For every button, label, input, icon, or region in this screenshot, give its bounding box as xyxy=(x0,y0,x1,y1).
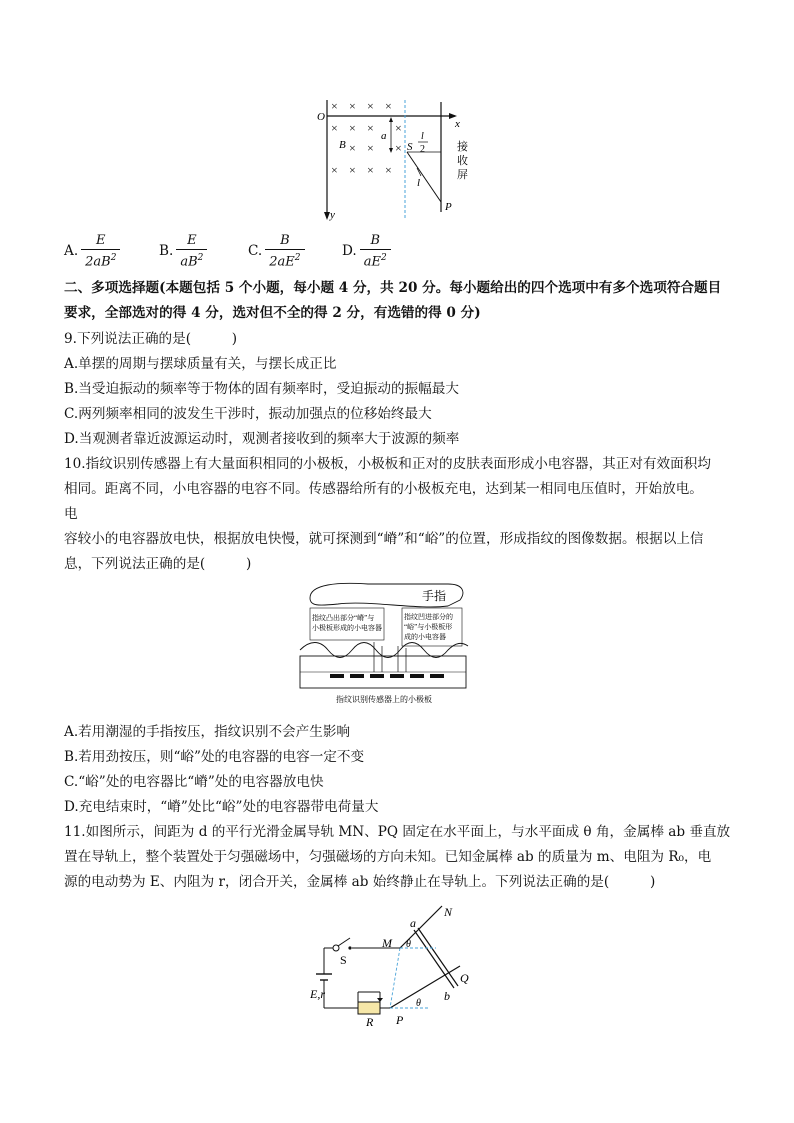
q9-option-a[interactable]: A.单摆的周期与摆球质量有关，与摆长成正比 xyxy=(64,356,337,372)
valley-note-line3: 成的小电容器 xyxy=(404,633,446,641)
svg-text:×: × xyxy=(395,121,402,135)
q9-option-d[interactable]: D.当观测者靠近波源运动时，观测者接收到的频率大于波源的频率 xyxy=(64,431,460,447)
q11-stem-line1: 11.如图所示，间距为 d 的平行光滑金属导轨 MN、PQ 固定在水平面上，与水平面成 θ 角，金属棒 ab 垂直放 xyxy=(64,824,731,840)
screen-label-3: 屏 xyxy=(457,169,468,181)
angle-theta-lower: θ xyxy=(416,998,421,1009)
valley-note-line1: 指纹凹进部分的 xyxy=(404,613,453,621)
angle-theta-upper: θ xyxy=(406,939,411,950)
section2-heading-line2: 要求，全部选对的得 4 分，选对但不全的得 2 分，有选错的得 0 分) xyxy=(64,305,481,321)
svg-text:×: × xyxy=(395,141,402,155)
battery-label: E,r xyxy=(310,987,325,1001)
finger-label: 手指 xyxy=(422,589,447,603)
screen-label-2: 收 xyxy=(457,155,468,167)
inclined-rails-circuit-figure xyxy=(310,902,490,1032)
q10-option-b[interactable]: B.若用劲按压，则“峪”处的电容器的电容一定不变 xyxy=(64,749,365,765)
rail-M-label: M xyxy=(382,936,392,950)
svg-text:×: × xyxy=(331,121,338,135)
q8-option-b[interactable]: B. $\frac{E}{aB^2}$ xyxy=(159,232,207,270)
rod-end-a-label: a xyxy=(410,916,416,930)
svg-text:×: × xyxy=(385,163,392,177)
q10-option-c[interactable]: C.“峪”处的电容器比“嵴”处的电容器放电快 xyxy=(64,774,324,790)
svg-text:×: × xyxy=(367,99,374,113)
svg-text:×: × xyxy=(385,99,392,113)
y-axis-label: y xyxy=(330,209,335,221)
q10-option-a[interactable]: A.若用潮湿的手指按压，指纹识别不会产生影响 xyxy=(64,724,351,740)
q11-stem-line2: 置在导轨上，整个装置处于匀强磁场中，匀强磁场的方向未知。已知金属棒 ab 的质量为 m、电阻为 R₀，电 xyxy=(64,849,712,865)
q9-option-b[interactable]: B.当受迫振动的频率等于物体的固有频率时，受迫振动的振幅最大 xyxy=(64,381,459,397)
ridge-note-line2: 小极板形成的小电容器 xyxy=(312,624,382,632)
rail-P-label: P xyxy=(396,1013,404,1027)
ridge-note-line1: 指纹凸出部分“嵴”与 xyxy=(312,614,375,622)
length-l-label: l xyxy=(417,177,421,189)
switch-S-label: S xyxy=(340,953,347,967)
q10-stem-line3: 电 xyxy=(64,506,78,522)
half-l-numerator: l xyxy=(421,131,424,142)
svg-text:×: × xyxy=(367,163,374,177)
q9-option-c[interactable]: C.两列频率相同的波发生干涉时，振动加强点的位移始终最大 xyxy=(64,406,432,422)
q10-option-d[interactable]: D.充电结束时，“嵴”处比“峪”处的电容器带电荷量大 xyxy=(64,799,379,815)
source-S-label: S xyxy=(407,141,413,153)
field-B-label: B xyxy=(339,139,346,151)
svg-text:×: × xyxy=(331,163,338,177)
rod-end-b-label: b xyxy=(444,989,450,1003)
svg-text:×: × xyxy=(349,163,356,177)
q10-stem-line1: 10.指纹识别传感器上有大量面积相同的小极板，小极板和正对的皮肤表面形成小电容器，其正对有效面积均 xyxy=(64,456,711,472)
svg-text:×: × xyxy=(367,121,374,135)
q8-option-a[interactable]: A. $\frac{E}{2aB^2}$ xyxy=(64,232,120,270)
point-P-label: P xyxy=(445,201,452,213)
x-axis-label: x xyxy=(455,118,460,130)
q11-stem-line3: 源的电动势为 E、内阻为 r，闭合开关，金属棒 ab 始终静止在导轨上。下列说法正确的是( ) xyxy=(64,874,656,890)
svg-text:×: × xyxy=(367,141,374,155)
rail-N-label: N xyxy=(444,905,453,919)
valley-note-line2: “峪”与小极板形 xyxy=(404,623,453,631)
resistor-R-label: R xyxy=(366,1015,374,1029)
fingerprint-sensor-figure xyxy=(298,580,470,708)
half-l-denominator: 2 xyxy=(420,144,425,155)
q8-option-c[interactable]: C. $\frac{B}{2aE^2}$ xyxy=(248,232,305,270)
svg-text:×: × xyxy=(349,99,356,113)
magnetic-field-figure xyxy=(305,92,475,228)
q10-stem-line4: 容较小的电容器放电快，根据放电快慢，就可探测到“嵴”和“峪”的位置，形成指纹的图像数据。根据以上信 xyxy=(64,531,704,547)
svg-text:×: × xyxy=(349,121,356,135)
section2-heading-line1: 二、多项选择题(本题包括 5 个小题，每小题 4 分，共 20 分。每小题给出的四个选项中有多个选项符合题目 xyxy=(64,280,722,296)
q8-option-d[interactable]: D. $\frac{B}{aE^2}$ xyxy=(342,232,391,270)
sensor-plate-label: 指纹识别传感器上的小极板 xyxy=(336,695,432,704)
svg-text:×: × xyxy=(349,141,356,155)
q10-stem-line2: 相同。距离不同，小电容器的电容不同。传感器给所有的小极板充电，达到某一相同电压值时，开始放电。 xyxy=(64,481,703,497)
origin-label: O xyxy=(317,111,325,123)
rail-Q-label: Q xyxy=(460,971,469,985)
svg-text:×: × xyxy=(331,99,338,113)
distance-a-label: a xyxy=(381,130,387,142)
q9-stem: 9.下列说法正确的是( ) xyxy=(64,331,238,347)
screen-label-1: 接 xyxy=(457,141,468,153)
q10-stem-line5: 息，下列说法正确的是( ) xyxy=(64,556,252,572)
